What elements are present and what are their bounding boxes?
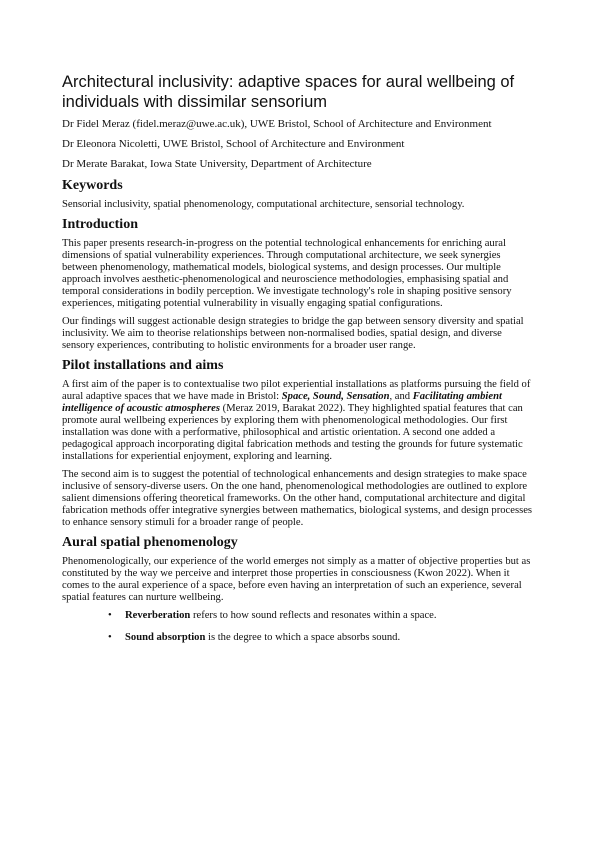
pilot-paragraph	[62, 379, 532, 463]
feature-term: Sound absorption	[125, 632, 206, 643]
keywords-heading: Keywords	[62, 178, 123, 193]
author-list	[62, 118, 532, 171]
author-line: Dr Eleonora Nicoletti, UWE Bristol, School of Architecture and Environment	[62, 138, 405, 150]
introduction-paragraph: This paper presents research-in-progress on the potential technological enhancements for enriching aural dimensions of spatial vulnerability experiences. Through computational architecture, we seek synergies between phenomenology, mathematical models, biological systems, and design processes. Our multiple approach involves aesthetic-phenomenological and neuroscience methodologies, emphasising spatial and temporal considerations in bodily perception. We investigate technology's role in shaping positive sensory experiences, mitigating potential vulnerability in visually engaging spatial configurations.	[62, 238, 512, 309]
author-line: Dr Merate Barakat, Iowa State University, Department of Architecture	[62, 158, 372, 170]
list-item	[62, 632, 532, 644]
author-line: Dr Fidel Meraz (fidel.meraz@uwe.ac.uk), UWE Bristol, School of Architecture and Environment	[62, 118, 492, 130]
bullet-icon: •	[108, 610, 112, 621]
feature-term: Reverberation	[125, 610, 191, 621]
pilot-text: A first aim of the paper is to contextualise two pilot experiential installations as platforms pursuing the field of aural adaptive spaces that we have made in Bristol:	[62, 379, 531, 402]
introduction-paragraph: Our findings will suggest actionable design strategies to bridge the gap between sensory diversity and spatial inclusivity. We aim to theorise relationships between non-normalised bodies, spatial design, and diverse sensory experiences, contributing to holistic environments for a broader user range.	[62, 316, 524, 351]
installation-title: Facilitating ambient intelligence of acoustic atmospheres	[62, 391, 502, 414]
bullet-icon: •	[108, 632, 112, 643]
list-item	[62, 610, 532, 622]
aural-heading: Aural spatial phenomenology	[62, 535, 238, 550]
feature-list	[62, 610, 532, 644]
keywords-text: Sensorial inclusivity, spatial phenomenology, computational architecture, sensorial technology.	[62, 199, 465, 210]
aural-paragraph: Phenomenologically, our experience of the world emerges not simply as a matter of objective properties but as constituted by the way we perceive and interpret those properties in consciousness (Kwon 2022). When it comes to the aural experience of a space, before even having an interpretation of such an experience, several spatial features can nurture wellbeing.	[62, 556, 531, 603]
feature-text: is the degree to which a space absorbs sound.	[205, 632, 401, 643]
paper-page	[62, 72, 532, 654]
pilot-text: (Meraz 2019, Barakat 2022). They highlighted spatial features that can promote aural wellbeing experiences by exploring them with phenomenological methodologies. Our first installation was done with a performative, philosophical and artistic orientation. A second one added a pedagogical approach incorporating digital fabrication methods and testing the grounds for future systematic installations for experiential enjoyment, exploring and learning.	[62, 403, 523, 462]
paper-title: Architectural inclusivity: adaptive spaces for aural wellbeing of individuals with dissimilar sensorium	[62, 73, 515, 111]
feature-text: refers to how sound reflects and resonates within a space.	[190, 610, 437, 621]
pilot-heading: Pilot installations and aims	[62, 358, 224, 373]
installation-title: Space, Sound, Sensation	[281, 391, 390, 402]
pilot-paragraph: The second aim is to suggest the potential of technological enhancements and design strategies to make space inclusive of sensory-diverse users. On the one hand, phenomenological methodologies are outlined to explore salient dimensions offering theoretical frameworks. On the other hand, computational architecture and digital fabrication methods offer integrative synergies between mathematics, biological systems, and design processes to enhance sensory stimuli for a broader range of people.	[62, 469, 533, 528]
pilot-text: , and	[389, 391, 413, 402]
introduction-heading: Introduction	[62, 217, 138, 232]
